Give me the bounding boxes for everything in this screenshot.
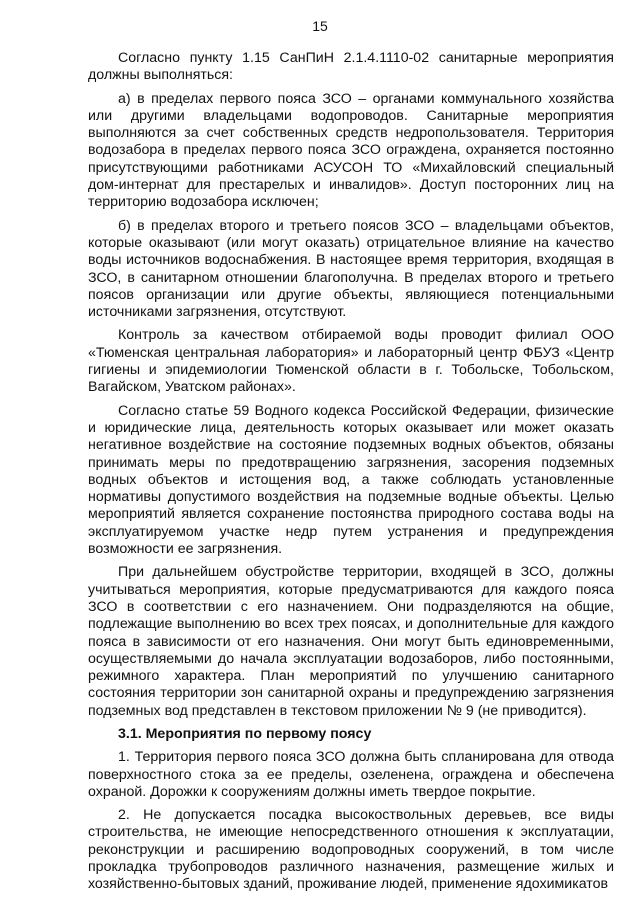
section-heading: 3.1. Мероприятия по первому поясу — [118, 725, 372, 742]
paragraph-zone-territory: 1. Территория первого пояса ЗСО должна быть спланирована для отвода поверхностного стока за ее пределы, озеленена, ограждена и обеспечена охраной. Дорожки к сооружениям должны иметь твердое покрытие. — [88, 749, 614, 800]
paragraph-prohibitions: 2. Не допускается посадка высокоствольных деревьев, все виды строительства, не имеющие непосредственного отношения к эксплуатации, реконструкции и расширению водопроводных сооружений, в том числе прокладка трубопроводов различного назначения, размещение жилых и хозяйственно-бытовых зданий, проживание людей, применение ядохимикатов — [88, 807, 614, 893]
paragraph-second-third-zones: б) в пределах второго и третьего поясов ЗСО – владельцами объектов, которые оказывают (или могут оказать) отрицательное влияние на качество воды источников водоснабжения. В настоящее время территория, входящая в ЗСО, в санитарном отношении благополучна. В пределах второго и третьего поясов организации или другие объекты, являющиеся потенциальными источниками загрязнения, отсутствуют. — [88, 217, 614, 321]
body-text — [88, 50, 614, 900]
paragraph-measures-plan: При дальнейшем обустройстве территории, входящей в ЗСО, должны учитываться мероприятия, которые предусматриваются для каждого пояса ЗСО в соответствии с его назначением. Они подразделяются на общие, подлежащие выполнению во всех трех поясах, и дополнительные для каждого пояса в зависимости от его назначения. Они могут быть единовременными, осуществляемыми до начала эксплуатации водозаборов, либо постоянными, режимного характера. План мероприятий по улучшению санитарного состояния территории зон санитарной охраны и предупреждению загрязнения подземных вод представлен в текстовом приложении № 9 (не приводится). — [88, 564, 614, 719]
paragraph-sanpin-intro: Согласно пункту 1.15 СанПиН 2.1.4.1110-02 санитарные мероприятия должны выполняться: — [88, 50, 614, 84]
paragraph-first-zone: а) в пределах первого пояса ЗСО – органами коммунального хозяйства или другими владельцами водопроводов. Санитарные мероприятия выполняются за счет собственных средств недропользователя. Территория водозабора в пределах первого пояса ЗСО ограждена, охраняется постоянно присутствующими работниками АСУСОН ТО «Михайловский специальный дом-интернат для престарелых и инвалидов». Доступ посторонних лиц на территорию водозабора исключен; — [88, 90, 614, 211]
paragraph-water-quality-control: Контроль за качеством отбираемой воды проводит филиал ООО «Тюменская центральная лаборатория» и лабораторный центр ФБУЗ «Центр гигиены и эпидемиологии Тюменской области в г. Тобольске, Тобольском, Вагайском, Уватском районах». — [88, 327, 614, 396]
page-number: 15 — [312, 18, 328, 34]
paragraph-water-code: Согласно статье 59 Водного кодекса Российской Федерации, физические и юридические лица, деятельность которых оказывает или может оказать негативное воздействие на состояние подземных водных объектов, обязаны принимать меры по предотвращению загрязнения, засорения подземных водных объектов и истощения вод, а также соблюдать установленные нормативы допустимого воздействия на подземные водные объекты. Целью мероприятий является сохранение постоянства природного состава воды на эксплуатируемом участке недр путем устранения и предупреждения возможности ее загрязнения. — [88, 402, 614, 558]
